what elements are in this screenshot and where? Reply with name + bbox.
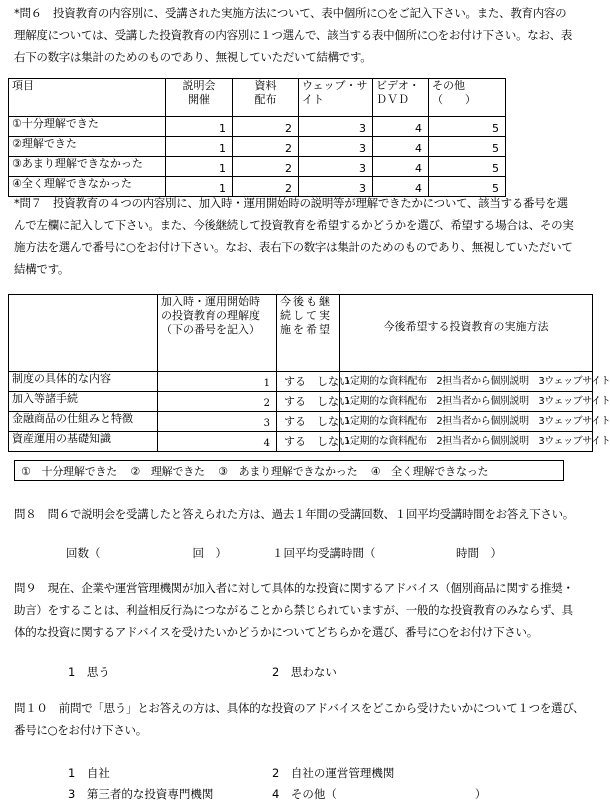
choice-cell[interactable]: 1	[166, 117, 233, 137]
row-label: ②理解できた	[9, 137, 166, 157]
q9-line: 問９ 現在、企業や運営管理機関が加入者に対して具体的な投資に関するアドバイス（個別商品に関する推奨・	[14, 581, 574, 595]
q10-line: 問１０ 前問で「思う」とお答えの方は、具体的な投資のアドバイスをどこから受けたいかについて１つを選び、	[14, 701, 585, 715]
choice-cell[interactable]: 4	[373, 117, 429, 137]
q10-option-3[interactable]: 3 第三者的な投資専門機関	[68, 787, 214, 801]
q10-option-2[interactable]: 2 自社の運営管理機関	[272, 766, 395, 780]
table-row	[9, 372, 593, 392]
q6-line: 右下の数字は集計のためのものであり、無視していただいて結構です。	[14, 50, 372, 64]
understanding-input[interactable]: 4	[158, 432, 277, 452]
understanding-input[interactable]: 2	[158, 392, 277, 412]
q7-line: 施方法を選んで番号に○をお付け下さい。なお、表右下の数字は集計のためのものであり、無視していただいて	[14, 240, 573, 254]
understanding-legend	[14, 460, 564, 481]
table-row	[9, 117, 506, 137]
q6-instructions	[14, 2, 592, 68]
choice-cell[interactable]: 3	[299, 117, 373, 137]
q9-question	[14, 577, 592, 643]
row-label: 資産運用の基礎知識	[9, 432, 158, 452]
header-website: ウェッブ・サ イト	[299, 79, 373, 117]
choice-cell[interactable]: 5	[429, 157, 506, 177]
legend-item: ③ あまり理解できなかった	[218, 465, 358, 478]
q10-line: 番号に○をお付け下さい。	[14, 723, 147, 737]
header-video: ビデオ・ ＤＶＤ	[373, 79, 429, 117]
choice-cell[interactable]: 3	[299, 177, 373, 197]
method-choice[interactable]: 1定期的な資料配布 2担当者から個別説明 3ウェッブサイト	[340, 432, 593, 452]
continue-choice[interactable]: する しない	[277, 432, 340, 452]
q8-count-field[interactable]: 回数（ 回 ）	[66, 546, 227, 560]
q10-option-1[interactable]: 1 自社	[68, 766, 110, 780]
choice-cell[interactable]: 2	[233, 157, 299, 177]
q7-line: んで左欄に記入して下さい。また、今後継続して投資教育を希望するかどうかを選び、希望する場合は、その実	[14, 218, 574, 232]
choice-cell[interactable]: 2	[233, 117, 299, 137]
header-methods: 今後希望する投資教育の実施方法	[340, 295, 593, 372]
q6-line: *問６ 投資教育の内容別に、受講された実施方法について、表中個所に○をご記入下さい。また、教育内容の	[14, 6, 567, 20]
continue-choice[interactable]: する しない	[277, 412, 340, 432]
header-item: 項目	[9, 79, 166, 117]
q7-table-header	[9, 295, 593, 372]
choice-cell[interactable]: 5	[429, 137, 506, 157]
q8-hours-field[interactable]: １回平均受講時間（ 時間 ）	[272, 546, 502, 560]
choice-cell[interactable]: 3	[299, 157, 373, 177]
header-materials: 資料 配布	[233, 79, 299, 117]
q9-line: 助言）をすることは、利益相反行為につながることから禁じられていますが、一般的な投資教育のみならず、具	[14, 603, 573, 617]
table-row	[9, 157, 506, 177]
choice-cell[interactable]: 2	[233, 137, 299, 157]
q10-option-4[interactable]: 4 その他（ ）	[272, 787, 487, 801]
method-choice[interactable]: 1定期的な資料配布 2担当者から個別説明 3ウェッブサイト	[340, 412, 593, 432]
header-blank	[9, 295, 158, 372]
header-understanding: 加入時・運用開始時 の投資教育の理解度 （下の番号を記入）	[158, 295, 277, 372]
table-row	[9, 392, 593, 412]
q6-line: 理解度については、受講した投資教育の内容別に１つ選んで、該当する表中個所に○をお付け下さい。なお、表	[14, 28, 573, 42]
q6-table	[8, 78, 506, 197]
q9-line: 体的な投資に関するアドバイスを受けたいかどうかについてどちらかを選び、番号に○をお付け下さい。	[14, 625, 538, 639]
row-label: ③あまり理解できなかった	[9, 157, 166, 177]
legend-item: ④ 全く理解できなった	[370, 465, 489, 478]
legend-item: ① 十分理解できた	[21, 465, 118, 478]
q7-instructions	[14, 192, 592, 280]
choice-cell[interactable]: 4	[373, 177, 429, 197]
table-row	[9, 137, 506, 157]
row-label: ①十分理解できた	[9, 117, 166, 137]
choice-cell[interactable]: 2	[233, 177, 299, 197]
choice-cell[interactable]: 4	[373, 137, 429, 157]
continue-choice[interactable]: する しない	[277, 392, 340, 412]
choice-cell[interactable]: 5	[429, 117, 506, 137]
method-choice[interactable]: 1定期的な資料配布 2担当者から個別説明 3ウェッブサイト	[340, 372, 593, 392]
understanding-input[interactable]: 3	[158, 412, 277, 432]
header-seminar: 説明会 開催	[166, 79, 233, 117]
choice-cell[interactable]: 1	[166, 157, 233, 177]
legend-item: ② 理解できた	[130, 465, 205, 478]
table-row	[9, 412, 593, 432]
q9-option-yes[interactable]: 1 思う	[68, 665, 110, 679]
q8-question: 問８ 問６で説明会を受講したと答えられた方は、過去１年間の受講回数、１回平均受講時間をお答え下さい。	[14, 507, 574, 521]
table-row	[9, 432, 593, 452]
q6-table-header	[9, 79, 506, 117]
row-label: ④全く理解できなかった	[9, 177, 166, 197]
row-label: 制度の具体的な内容	[9, 372, 158, 392]
q7-line: 結構です。	[14, 262, 70, 276]
row-label: 金融商品の仕組みと特徴	[9, 412, 158, 432]
continue-choice[interactable]: する しない	[277, 372, 340, 392]
q7-table	[8, 294, 610, 452]
understanding-input[interactable]: 1	[158, 372, 277, 392]
row-label: 加入等諸手続	[9, 392, 158, 412]
choice-cell[interactable]: 5	[429, 177, 506, 197]
q9-option-no[interactable]: 2 思わない	[272, 665, 337, 679]
choice-cell[interactable]: 4	[373, 157, 429, 177]
choice-cell[interactable]: 1	[166, 177, 233, 197]
choice-cell[interactable]: 1	[166, 137, 233, 157]
q7-line: *問７ 投資教育の４つの内容別に、加入時・運用開始時の説明等が理解できたかについて、該当する番号を選	[14, 196, 568, 210]
choice-cell[interactable]: 3	[299, 137, 373, 157]
q10-question	[14, 697, 592, 741]
header-continue: 今後も継 続して実 施を希望	[277, 295, 340, 372]
header-other: その他 （ ）	[429, 79, 506, 117]
method-choice[interactable]: 1定期的な資料配布 2担当者から個別説明 3ウェッブサイト	[340, 392, 593, 412]
